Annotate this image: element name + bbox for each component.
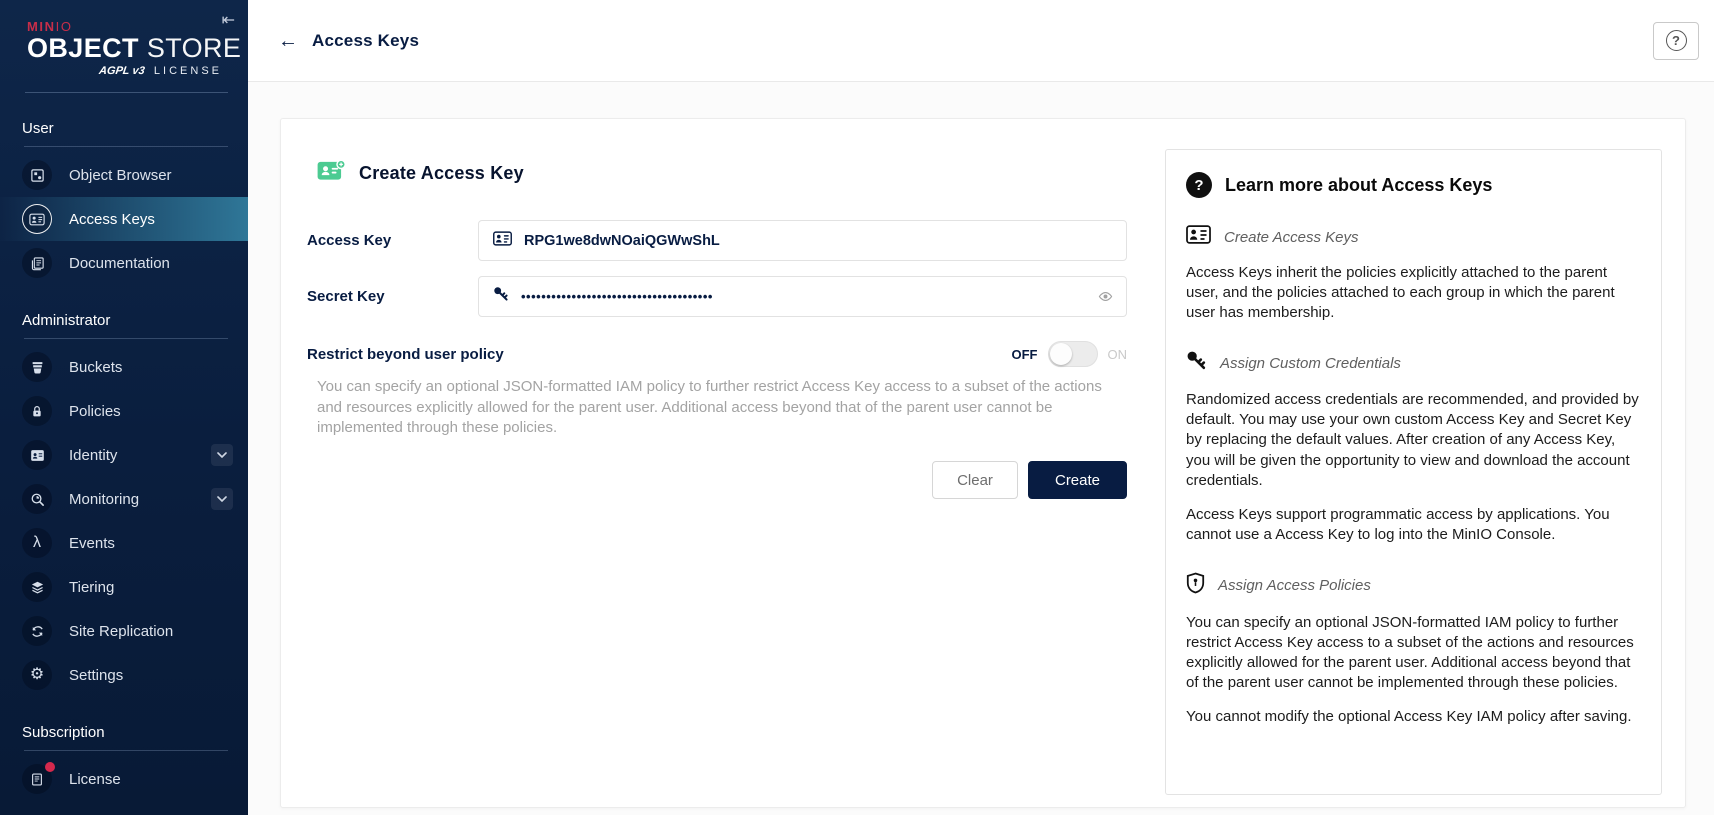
form-title: Create Access Key [359,162,524,183]
policies-lock-icon [22,396,52,426]
minio-logo [0,0,248,77]
learn-paragraph: You cannot modify the optional Access Key IAM policy after saving. [1186,708,1632,726]
form-title-row [317,159,1127,187]
access-key-label: Access Key [307,232,392,249]
section-divider [24,750,228,751]
gear-icon: ⚙ [22,660,52,690]
replication-sync-icon [22,616,52,646]
access-key-input-wrap [478,220,1127,261]
learn-item-create-access-keys: Create Access Keys [1186,225,1642,249]
section-label-subscription: Subscription [22,724,105,742]
section-label-administrator: Administrator [22,312,111,330]
main-area [248,0,1714,815]
create-access-key-form [307,149,1127,807]
buckets-icon [22,352,52,382]
eye-icon[interactable] [1097,289,1114,304]
sidebar-item-access-keys[interactable]: Access Keys [0,197,248,241]
sidebar [0,0,248,815]
key-icon [1186,350,1207,376]
learn-paragraph: Access Keys inherit the policies explicitly attached to the parent user, and the policies attached to each group in which the parent user has membership. [1186,264,1615,322]
notification-badge [45,762,55,772]
learn-title: Learn more about Access Keys [1225,174,1493,195]
secret-key-row [307,276,1127,317]
key-icon [493,286,509,307]
sidebar-item-buckets[interactable]: Buckets [0,345,248,389]
restrict-policy-label: Restrict beyond user policy [307,345,504,363]
question-circle-filled-icon: ? [1186,172,1212,198]
monitoring-icon [22,484,52,514]
sidebar-item-monitoring[interactable]: Monitoring [0,477,248,521]
toggle-off-label: OFF [1011,346,1038,362]
form-actions [307,461,1127,499]
question-circle-icon: ? [1666,30,1687,51]
learn-item-assign-access-policies: Assign Access Policies [1186,572,1642,599]
page-title: Access Keys [312,30,420,50]
access-keys-icon [22,204,52,234]
sidebar-item-license[interactable]: License [0,757,248,801]
sidebar-item-site-replication[interactable]: Site Replication [0,609,248,653]
sidebar-item-policies[interactable]: Policies [0,389,248,433]
tiering-layers-icon [22,572,52,602]
license-icon [22,764,52,794]
sidebar-item-settings[interactable]: ⚙ Settings [0,653,248,697]
identity-icon [22,440,52,470]
license-label: LICENSE [153,65,222,78]
chevron-down-icon[interactable] [211,444,233,466]
access-key-row [307,220,1127,261]
brand-wordmark: MINIO [27,19,73,34]
restrict-policy-switch[interactable] [1048,341,1098,367]
lambda-icon: λ [22,528,52,558]
object-browser-icon [22,160,52,190]
collapse-sidebar-icon[interactable]: ⇤ [221,12,235,29]
license-row [27,65,222,77]
id-card-icon [1186,225,1211,249]
restrict-policy-row [307,341,1127,367]
sidebar-item-events[interactable]: λ Events [0,521,248,565]
page-header [248,0,1714,82]
create-access-key-icon [317,159,346,187]
agpl-badge: AGPL v3 [98,65,146,78]
create-button[interactable]: Create [1028,461,1127,499]
content-area [248,82,1714,815]
secret-key-input-wrap [478,276,1127,317]
switch-knob [1050,343,1072,365]
back-arrow-icon[interactable]: ← [278,29,298,52]
product-wordmark: OBJECT STORE [27,33,242,63]
sidebar-item-documentation[interactable]: Documentation [0,241,248,285]
learn-paragraph: You can specify an optional JSON-formatted IAM policy to further restrict Access Key access to a subset of the actions and resources explicitly allowed for the parent user. Additional access beyond that of the parent user cannot be implemented through these policies. [1186,613,1634,692]
documentation-icon [22,248,52,278]
sidebar-item-identity[interactable]: Identity [0,433,248,477]
clear-button[interactable]: Clear [932,461,1018,499]
secret-key-label: Secret Key [307,288,385,305]
create-access-key-card [280,118,1686,808]
shield-key-icon [1186,572,1205,599]
restrict-policy-help-text: You can specify an optional JSON-formatted IAM policy to further restrict Access Key access to a subset of the actions and resources explicitly allowed for the parent user. Additional access beyond that of the parent user cannot be implemented through these policies. [317,378,1102,437]
learn-paragraph: Randomized access credentials are recommended, and provided by default. You may use your own custom Access Key and Secret Key by replacing the default values. After creation of any Access Key, you will be given the opportunity to view and download the account credentials. [1186,391,1639,489]
section-divider [24,338,228,339]
learn-header [1186,172,1642,198]
access-key-input[interactable] [524,233,1114,249]
help-button[interactable] [1653,22,1699,60]
sidebar-nav [0,120,248,801]
learn-paragraph: Access Keys support programmatic access by applications. You cannot use a Access Key to log into the MinIO Console. [1186,505,1610,543]
sidebar-item-tiering[interactable]: Tiering [0,565,248,609]
learn-item-assign-custom-credentials: Assign Custom Credentials [1186,350,1642,376]
toggle-on-label: ON [1107,346,1127,362]
secret-key-input[interactable] [521,289,1085,304]
learn-more-panel [1165,149,1662,795]
chevron-down-icon[interactable] [211,488,233,510]
logo-divider [25,92,228,93]
section-label-user: User [22,120,54,138]
sidebar-item-object-browser[interactable]: Object Browser [0,153,248,197]
id-card-icon [493,231,512,251]
restrict-policy-toggle-group [1012,341,1128,367]
section-divider [24,146,228,147]
